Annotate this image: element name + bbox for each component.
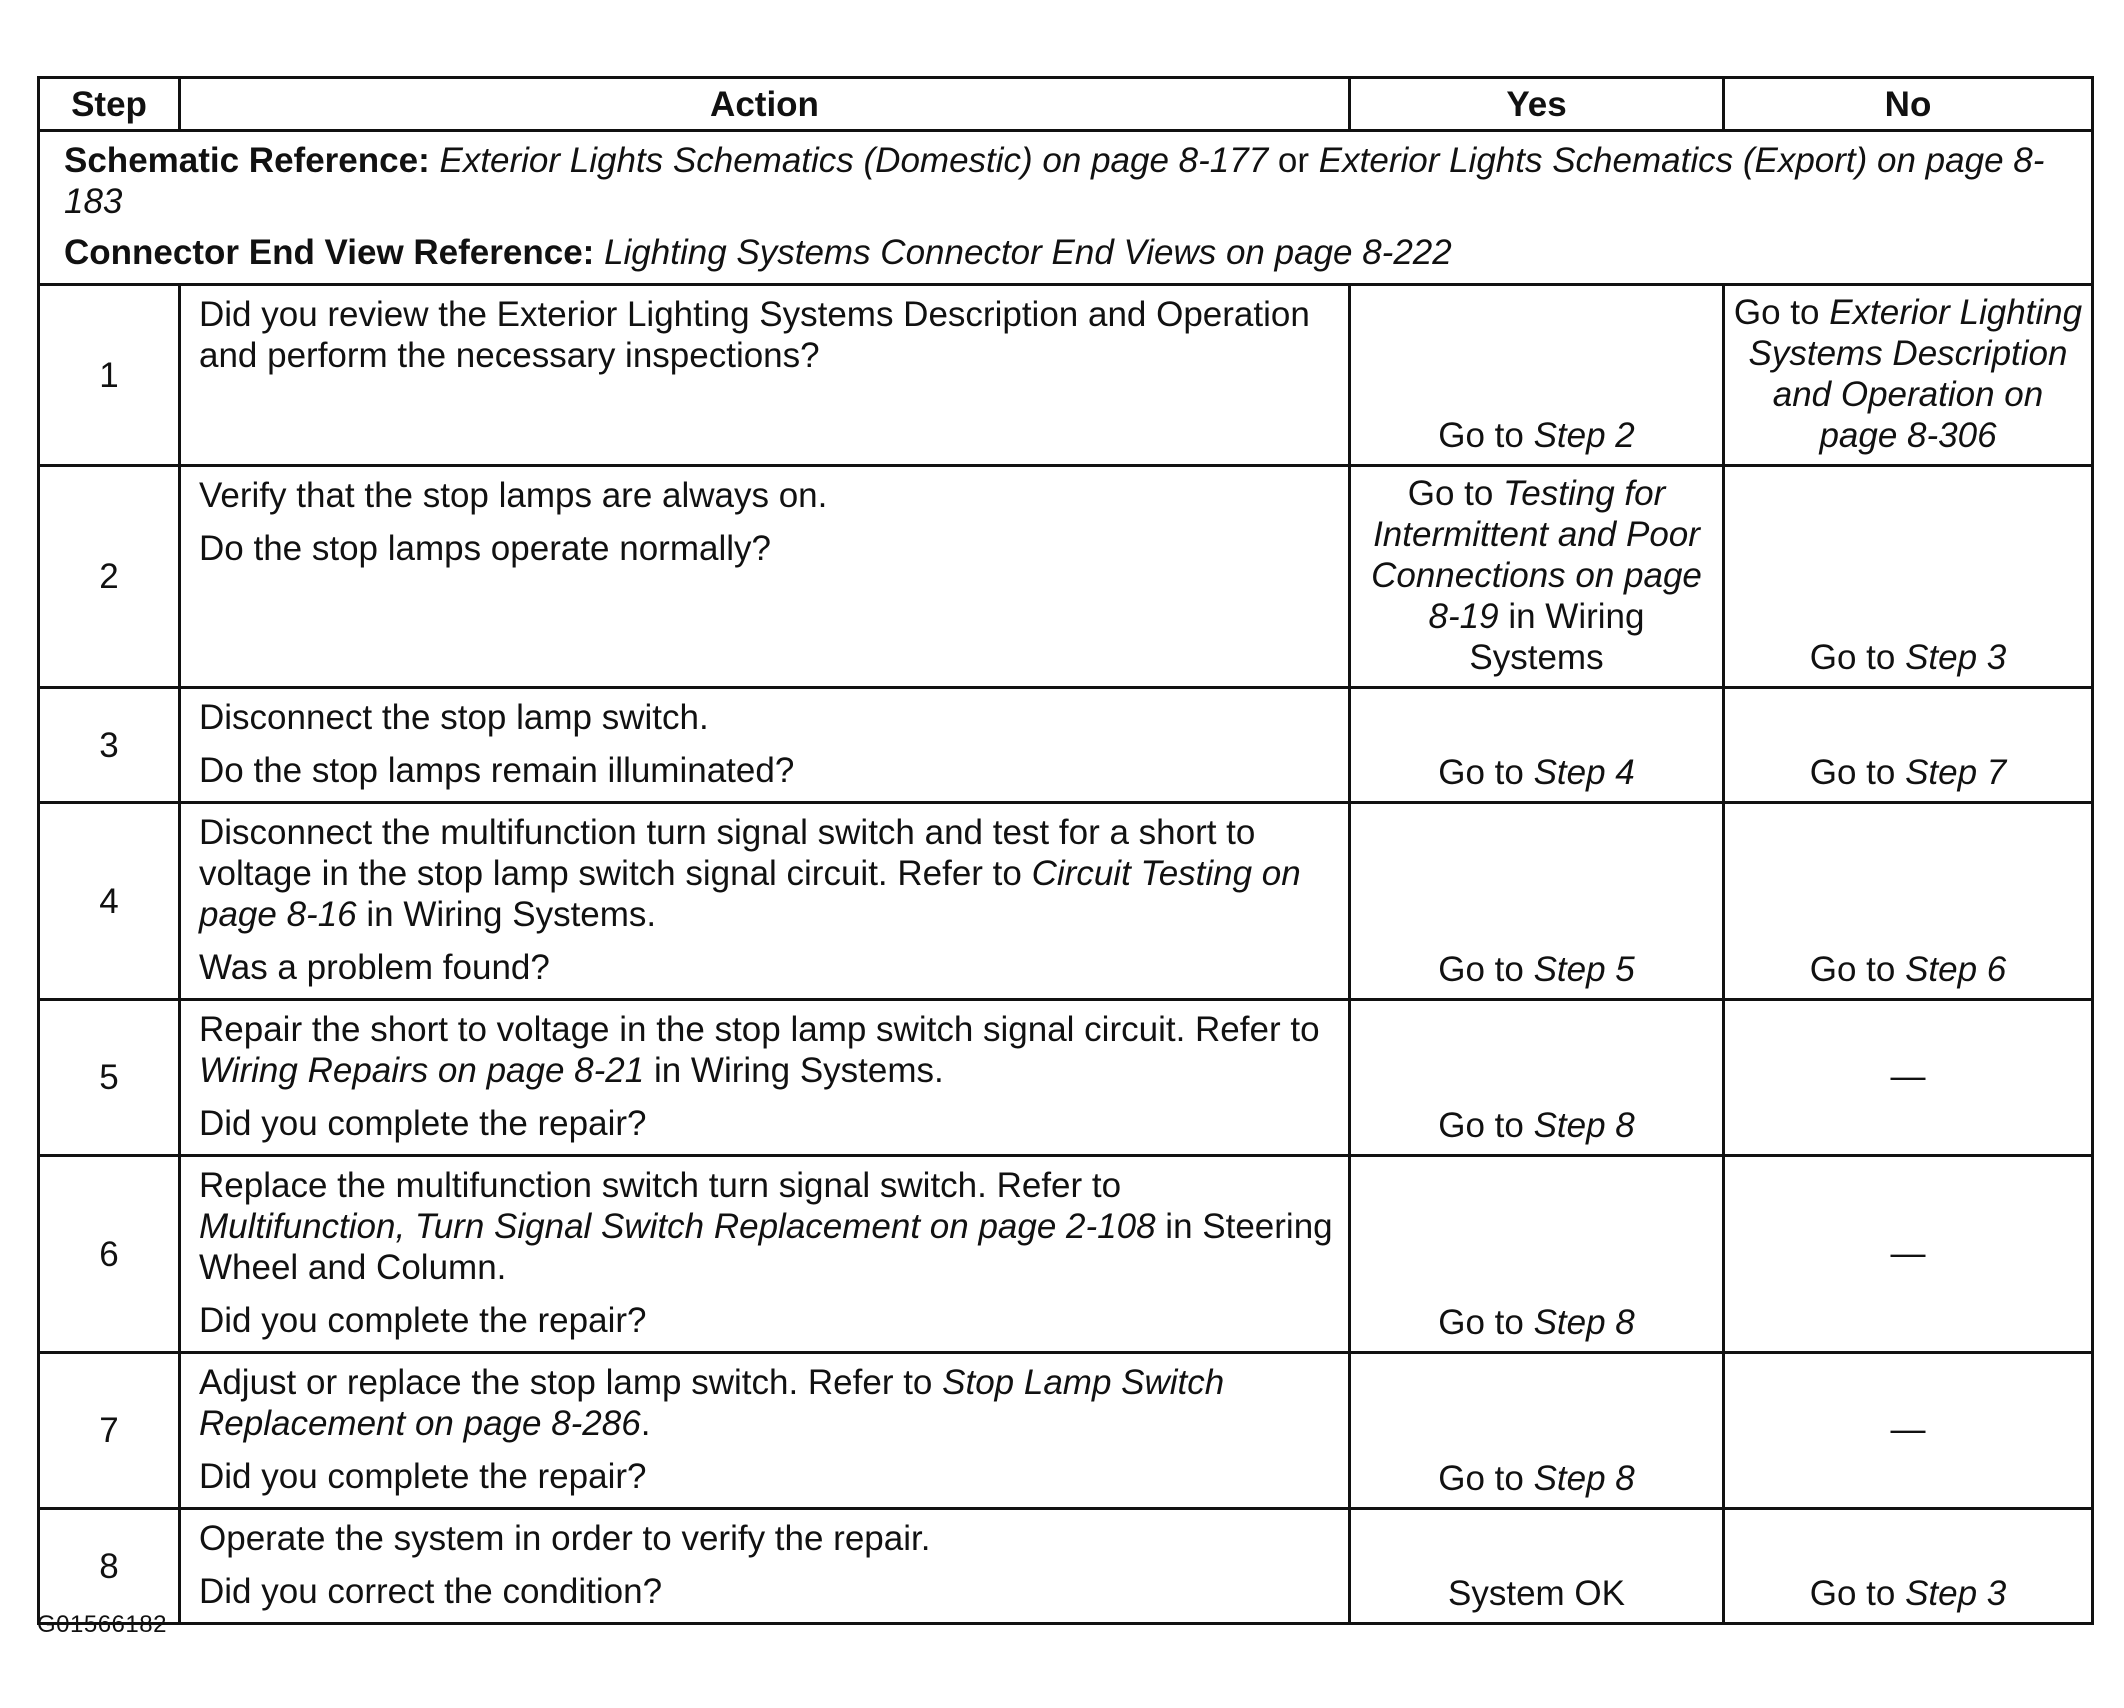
yes-prefix: Go to bbox=[1438, 416, 1524, 455]
action-question: Did you complete the repair? bbox=[199, 1301, 647, 1340]
action-cell bbox=[180, 1156, 1350, 1353]
action-suffix: in Wiring Systems. bbox=[653, 1051, 944, 1090]
yes-prefix: Go to bbox=[1438, 950, 1524, 989]
yes-suffix: in Wiring Systems bbox=[1469, 597, 1645, 677]
action-instruction bbox=[199, 1009, 1334, 1091]
yes-link[interactable]: Testing for Intermittent and Poor Connections on page 8-19 bbox=[1371, 474, 1702, 636]
action-reference-link[interactable]: Circuit Testing on page 8-16 bbox=[199, 854, 1301, 934]
no-dash: — bbox=[1890, 1410, 1926, 1449]
action-reference-link[interactable]: Multifunction, Turn Signal Switch Replacement on page 2-108 bbox=[199, 1207, 1156, 1246]
action-question: Did you complete the repair? bbox=[199, 1457, 647, 1496]
action-cell bbox=[180, 1509, 1350, 1624]
header-step: Step bbox=[39, 78, 180, 131]
step-row bbox=[39, 1509, 2093, 1624]
no-dash: — bbox=[1890, 1057, 1926, 1096]
yes-link[interactable]: Step 8 bbox=[1533, 1303, 1635, 1342]
action-instruction: Operate the system in order to verify the repair. bbox=[199, 1519, 931, 1558]
no-cell bbox=[1724, 1000, 2093, 1156]
schematic-reference-link-export[interactable]: Exterior Lights Schematics (Export) on page 8-183 bbox=[64, 141, 2045, 221]
action-suffix: in Wiring Systems. bbox=[366, 895, 657, 934]
action-question: Did you review the Exterior Lighting Systems Description and Operation and perform the necessary inspections? bbox=[199, 295, 1310, 375]
yes-link[interactable]: Step 4 bbox=[1533, 753, 1635, 792]
step-row bbox=[39, 688, 2093, 803]
action-instruction bbox=[199, 812, 1334, 935]
step-row bbox=[39, 1000, 2093, 1156]
reference-row bbox=[39, 131, 2093, 285]
action-instruction bbox=[199, 1165, 1334, 1288]
no-link[interactable]: Step 3 bbox=[1905, 638, 2007, 677]
no-prefix: Go to bbox=[1809, 950, 1896, 989]
action-cell bbox=[180, 1000, 1350, 1156]
reference-cell bbox=[39, 131, 2093, 285]
yes-link[interactable]: Step 8 bbox=[1533, 1459, 1635, 1498]
yes-cell bbox=[1350, 1509, 1724, 1624]
step-row bbox=[39, 466, 2093, 688]
header-row bbox=[39, 78, 2093, 131]
action-reference-link[interactable]: Stop Lamp Switch Replacement on page 8-286 bbox=[199, 1363, 1225, 1443]
step-number: 2 bbox=[39, 466, 180, 688]
no-cell bbox=[1724, 688, 2093, 803]
no-prefix: Go to bbox=[1809, 638, 1896, 677]
no-cell bbox=[1724, 1156, 2093, 1353]
no-prefix: Go to bbox=[1733, 293, 1820, 332]
figure-id: G01566182 bbox=[37, 1611, 167, 1638]
yes-cell bbox=[1350, 1000, 1724, 1156]
action-instruction: Disconnect the stop lamp switch. bbox=[199, 698, 709, 737]
yes-link[interactable]: Step 2 bbox=[1533, 416, 1635, 455]
header-no: No bbox=[1724, 78, 2093, 131]
yes-prefix: Go to bbox=[1438, 1459, 1524, 1498]
schematic-reference-or: or bbox=[1277, 141, 1310, 180]
yes-prefix: Go to bbox=[1407, 474, 1494, 513]
action-reference-link[interactable]: Wiring Repairs on page 8-21 bbox=[199, 1051, 645, 1090]
yes-prefix: Go to bbox=[1438, 753, 1524, 792]
diagnostic-table bbox=[37, 76, 2094, 1625]
yes-prefix: Go to bbox=[1438, 1106, 1524, 1145]
action-question: Did you complete the repair? bbox=[199, 1104, 647, 1143]
no-link[interactable]: Exterior Lighting Systems Description and Operation on page 8-306 bbox=[1748, 293, 2083, 455]
yes-cell bbox=[1350, 1353, 1724, 1509]
step-row bbox=[39, 285, 2093, 466]
action-cell bbox=[180, 803, 1350, 1000]
no-cell bbox=[1724, 1509, 2093, 1624]
action-instruction: Verify that the stop lamps are always on. bbox=[199, 476, 828, 515]
step-row bbox=[39, 803, 2093, 1000]
connector-reference bbox=[64, 232, 2069, 273]
header-yes: Yes bbox=[1350, 78, 1724, 131]
no-dash: — bbox=[1890, 1233, 1926, 1273]
action-suffix: in Steering Wheel and Column. bbox=[199, 1207, 1333, 1287]
action-instruction bbox=[199, 1362, 1334, 1444]
yes-cell bbox=[1350, 285, 1724, 466]
no-link[interactable]: Step 3 bbox=[1905, 1574, 2007, 1613]
action-question: Was a problem found? bbox=[199, 948, 550, 987]
step-number: 3 bbox=[39, 688, 180, 803]
schematic-reference-label: Schematic Reference: bbox=[64, 141, 430, 180]
no-cell bbox=[1724, 803, 2093, 1000]
step-number: 5 bbox=[39, 1000, 180, 1156]
yes-prefix: Go to bbox=[1438, 1303, 1524, 1342]
action-suffix: . bbox=[640, 1404, 651, 1443]
step-number: 7 bbox=[39, 1353, 180, 1509]
action-question: Do the stop lamps remain illuminated? bbox=[199, 751, 795, 790]
no-link[interactable]: Step 7 bbox=[1905, 753, 2007, 792]
action-cell bbox=[180, 466, 1350, 688]
no-cell bbox=[1724, 1353, 2093, 1509]
yes-cell bbox=[1350, 1156, 1724, 1353]
step-number: 1 bbox=[39, 285, 180, 466]
step-number: 6 bbox=[39, 1156, 180, 1353]
step-number: 8 bbox=[39, 1509, 180, 1624]
header-action: Action bbox=[180, 78, 1350, 131]
yes-link[interactable]: Step 5 bbox=[1533, 950, 1635, 989]
no-prefix: Go to bbox=[1809, 1574, 1896, 1613]
yes-cell bbox=[1350, 688, 1724, 803]
step-row bbox=[39, 1156, 2093, 1353]
step-number: 4 bbox=[39, 803, 180, 1000]
step-row bbox=[39, 1353, 2093, 1509]
schematic-reference bbox=[64, 140, 2069, 222]
connector-reference-link[interactable]: Lighting Systems Connector End Views on page 8-222 bbox=[604, 233, 1452, 272]
action-question: Do the stop lamps operate normally? bbox=[199, 529, 771, 568]
no-prefix: Go to bbox=[1809, 753, 1896, 792]
yes-cell bbox=[1350, 803, 1724, 1000]
action-cell bbox=[180, 1353, 1350, 1509]
connector-reference-label: Connector End View Reference: bbox=[64, 233, 595, 272]
no-link[interactable]: Step 6 bbox=[1905, 950, 2007, 989]
action-cell bbox=[180, 688, 1350, 803]
yes-link[interactable]: Step 8 bbox=[1533, 1106, 1635, 1145]
yes-cell bbox=[1350, 466, 1724, 688]
schematic-reference-link-domestic[interactable]: Exterior Lights Schematics (Domestic) on page 8-177 bbox=[439, 141, 1269, 180]
action-instruction-text: Replace the multifunction switch turn signal switch. Refer to bbox=[199, 1166, 1122, 1205]
action-instruction-text: Disconnect the multifunction turn signal switch and test for a short to voltage in the stop lamp switch signal circuit. Refer to bbox=[199, 813, 1256, 893]
action-question: Did you correct the condition? bbox=[199, 1572, 663, 1611]
action-instruction-text: Adjust or replace the stop lamp switch. Refer to bbox=[199, 1363, 933, 1402]
no-cell bbox=[1724, 285, 2093, 466]
action-cell bbox=[180, 285, 1350, 466]
action-instruction-text: Repair the short to voltage in the stop lamp switch signal circuit. Refer to bbox=[199, 1010, 1320, 1049]
yes-result: System OK bbox=[1448, 1574, 1625, 1613]
no-cell bbox=[1724, 466, 2093, 688]
